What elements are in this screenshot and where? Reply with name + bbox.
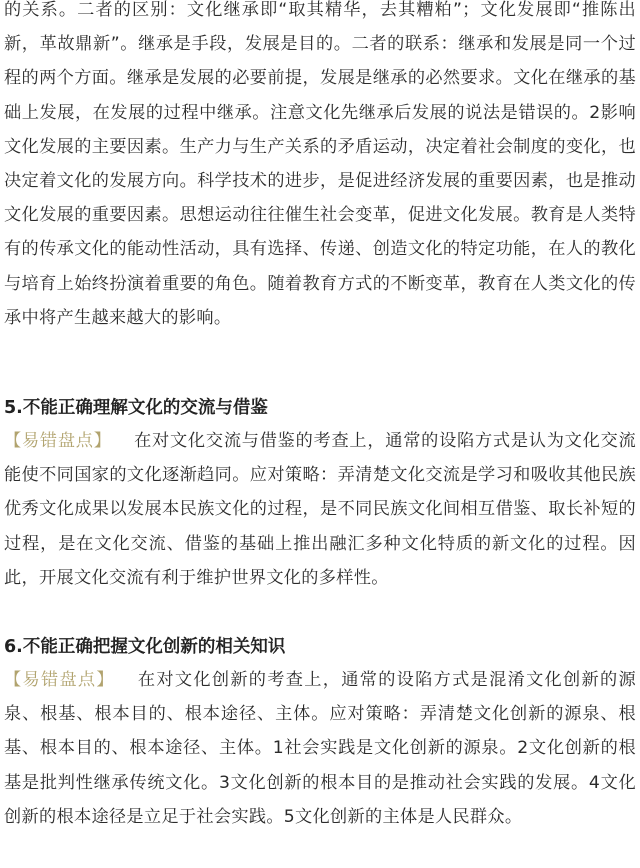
- section-6-paragraph: [4, 663, 636, 834]
- section-6-heading: 6.不能正确把握文化创新的相关知识: [4, 637, 286, 657]
- section-5-heading: 5.不能正确理解文化的交流与借鉴: [4, 398, 268, 418]
- section-5-paragraph: [4, 424, 636, 595]
- section-6-tag: 【易错盘点】: [4, 670, 115, 690]
- intro-paragraph: 的关系。二者的区别：文化继承即“取其精华，去其糟粕”；文化发展即“推陈出新，革故鼎新”。继承是手段，发展是目的。二者的联系：继承和发展是同一个过程的两个方面。继承是发展的必要前提，发展是继承的必然要求。文化在继承的基础上发展，在发展的过程中继承。注意文化先继承后发展的说法是错误的。2影响文化发展的主要因素。生产力与生产关系的矛盾运动，决定着社会制度的变化，也决定着文化的发展方向。科学技术的进步，是促进经济发展的重要因素，也是推动文化发展的重要因素。思想运动往往催生社会变革，促进文化发展。教育是人类特有的传承文化的能动性活动，具有选择、传递、创造文化的特定功能，在人的教化与培育上始终扮演着重要的角色。随着教育方式的不断变革，教育在人类文化的传承中将产生越来越大的影响。: [4, 0, 636, 328]
- section-5-body: 在对文化交流与借鉴的考查上，通常的设陷方式是认为文化交流能使不同国家的文化逐渐趋同。应对策略：弄清楚文化交流是学习和吸收其他民族优秀文化成果以发展本民族文化的过程，是不同民族文化间相互借鉴、取长补短的过程，是在文化交流、借鉴的基础上推出融汇多种文化特质的新文化的过程。因此，开展文化交流有利于维护世界文化的多样性。: [4, 431, 636, 588]
- section-5-tag: 【易错盘点】: [4, 431, 112, 451]
- section-6-body: 在对文化创新的考查上，通常的设陷方式是混淆文化创新的源泉、根基、根本目的、根本途径、主体。应对策略：弄清楚文化创新的源泉、根基、根本目的、根本途径、主体。1社会实践是文化创新的源泉。2文化创新的根基是批判性继承传统文化。3文化创新的根本目的是推动社会实践的发展。4文化创新的根本途径是立足于社会实践。5文化创新的主体是人民群众。: [4, 670, 636, 827]
